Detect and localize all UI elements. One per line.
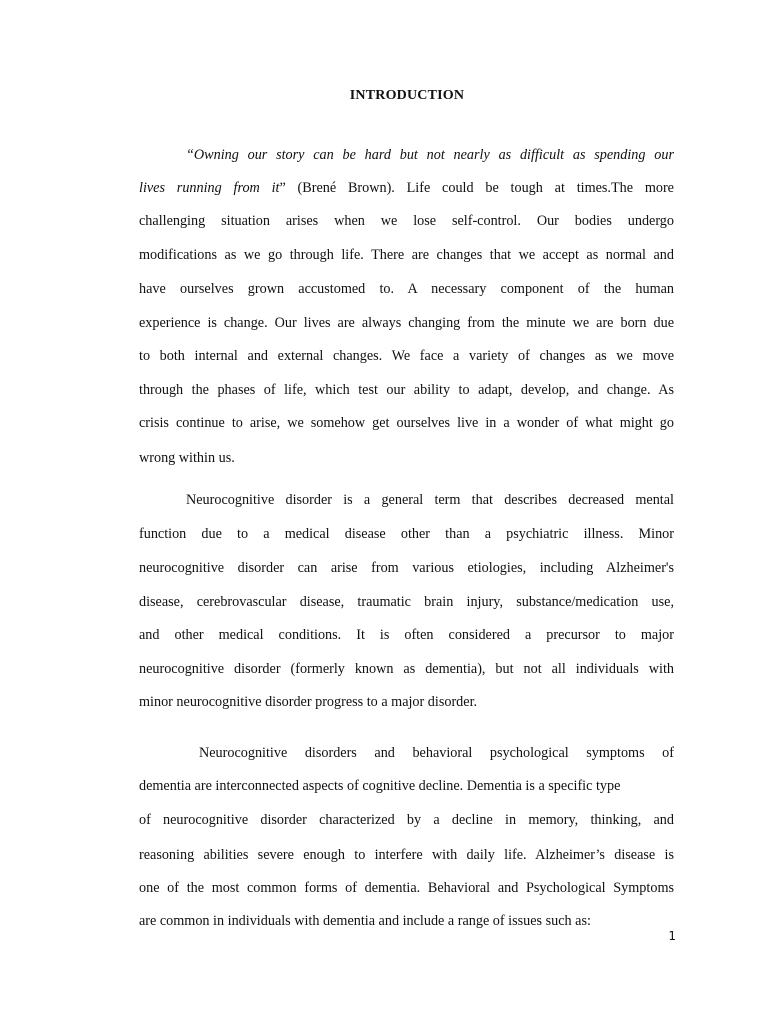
paragraph-3-line-6: are common in individuals with dementia and include a range of issues such as: bbox=[139, 913, 591, 929]
paragraph-2-line-6: neurocognitive disorder (formerly known as dementia), but not all individuals with bbox=[139, 661, 674, 677]
paragraph-1-line-9: crisis continue to arise, we somehow get ourselves live in a wonder of what might go bbox=[139, 415, 674, 431]
page-title: INTRODUCTION bbox=[349, 88, 465, 103]
paragraph-1-line-2 bbox=[139, 179, 674, 197]
page-number: 1 bbox=[668, 929, 676, 943]
paragraph-1-line-5: have ourselves grown accustomed to. A necessary component of the human bbox=[139, 281, 674, 297]
paragraph-1-line-7: to both internal and external changes. We face a variety of changes as we move bbox=[139, 348, 674, 364]
paragraph-1-line-3: challenging situation arises when we lose self-control. Our bodies undergo bbox=[139, 213, 674, 229]
paragraph-3-line-1: Neurocognitive disorders and behavioral psychological symptoms of bbox=[199, 745, 674, 761]
paragraph-3-line-3: of neurocognitive disorder characterized by a decline in memory, thinking, and bbox=[139, 812, 674, 828]
paragraph-1-line-8: through the phases of life, which test our ability to adapt, develop, and change. As bbox=[139, 382, 674, 398]
paragraph-1-line-6: experience is change. Our lives are always changing from the minute we are born due bbox=[139, 315, 674, 331]
paragraph-2-line-7: minor neurocognitive disorder progress to a major disorder. bbox=[139, 694, 478, 710]
paragraph-2-line-3: neurocognitive disorder can arise from various etiologies, including Alzheimer's bbox=[139, 560, 674, 576]
paragraph-3-line-4: reasoning abilities severe enough to interfere with daily life. Alzheimer’s disease is bbox=[139, 847, 674, 863]
paragraph-1-line-4: modifications as we go through life. There are changes that we accept as normal and bbox=[139, 247, 674, 263]
paragraph-1-line-10: wrong within us. bbox=[139, 450, 235, 466]
quote-text: lives running from it bbox=[139, 180, 280, 196]
paragraph-3-line-5: one of the most common forms of dementia. Behavioral and Psychological Symptoms bbox=[139, 880, 674, 896]
paragraph-1-line-1: “Owning our story can be hard but not nearly as difficult as spending our bbox=[186, 147, 674, 163]
paragraph-2-line-2: function due to a medical disease other than a psychiatric illness. Minor bbox=[139, 526, 674, 542]
citation-text: ” (Brené Brown). Life could be tough at times.The more bbox=[279, 180, 674, 196]
paragraph-2-line-4: disease, cerebrovascular disease, traumatic brain injury, substance/medication use, bbox=[139, 594, 674, 610]
paragraph-3-line-2: dementia are interconnected aspects of cognitive decline. Dementia is a specific type bbox=[139, 778, 621, 794]
paragraph-2-line-5: and other medical conditions. It is often considered a precursor to major bbox=[139, 627, 674, 643]
paragraph-2-line-1: Neurocognitive disorder is a general term that describes decreased mental bbox=[186, 492, 674, 508]
